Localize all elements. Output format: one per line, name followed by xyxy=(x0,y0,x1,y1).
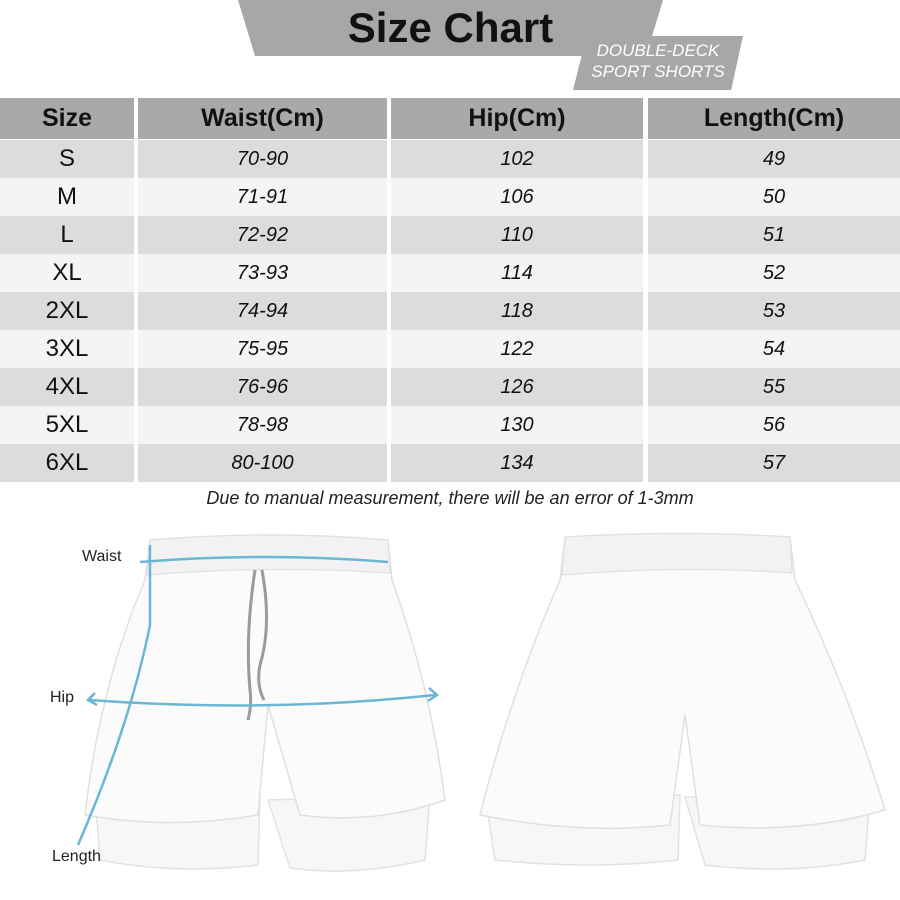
hip-cell: 118 xyxy=(391,292,643,330)
hip-cell: 114 xyxy=(391,254,643,292)
length-cell: 56 xyxy=(648,406,900,444)
hip-cell: 126 xyxy=(391,368,643,406)
size-cell: M xyxy=(0,178,134,216)
front-shorts-body xyxy=(85,535,445,823)
length-cell: 54 xyxy=(648,330,900,368)
hip-cell: 122 xyxy=(391,330,643,368)
subtitle-line-2: SPORT SHORTS xyxy=(591,62,725,81)
waist-cell: 78-98 xyxy=(138,406,387,444)
table-row xyxy=(0,406,900,444)
size-cell: 6XL xyxy=(0,444,134,482)
table-row xyxy=(0,330,900,368)
table-row xyxy=(0,292,900,330)
page-title: Size Chart xyxy=(347,4,554,51)
length-cell: 49 xyxy=(648,140,900,178)
waist-cell: 75-95 xyxy=(138,330,387,368)
table-row xyxy=(0,178,900,216)
size-cell: S xyxy=(0,140,134,178)
table-row xyxy=(0,254,900,292)
table-row xyxy=(0,444,900,482)
length-label: Length xyxy=(52,848,101,865)
waist-cell: 70-90 xyxy=(138,140,387,178)
waist-cell: 74-94 xyxy=(138,292,387,330)
size-cell: 2XL xyxy=(0,292,134,330)
table-row xyxy=(0,140,900,178)
header-waist: Waist(Cm) xyxy=(138,98,387,139)
waist-label: Waist xyxy=(82,548,122,565)
size-cell: L xyxy=(0,216,134,254)
length-cell: 57 xyxy=(648,444,900,482)
header-size: Size xyxy=(0,98,134,139)
front-shorts-illustration xyxy=(0,525,450,900)
back-waistband xyxy=(562,534,792,576)
size-cell: 4XL xyxy=(0,368,134,406)
back-shorts-illustration xyxy=(470,525,900,900)
hip-cell: 106 xyxy=(391,178,643,216)
hip-cell: 134 xyxy=(391,444,643,482)
subtitle-line-1: DOUBLE-DECK xyxy=(596,41,720,60)
product-subtitle xyxy=(573,40,743,82)
length-cell: 51 xyxy=(648,216,900,254)
size-cell: 3XL xyxy=(0,330,134,368)
size-cell: 5XL xyxy=(0,406,134,444)
length-cell: 52 xyxy=(648,254,900,292)
waist-cell: 73-93 xyxy=(138,254,387,292)
waist-cell: 80-100 xyxy=(138,444,387,482)
hip-cell: 130 xyxy=(391,406,643,444)
table-row xyxy=(0,368,900,406)
table-header-row xyxy=(0,98,900,136)
hip-cell: 102 xyxy=(391,140,643,178)
length-cell: 55 xyxy=(648,368,900,406)
size-cell: XL xyxy=(0,254,134,292)
waist-cell: 71-91 xyxy=(138,178,387,216)
hip-label: Hip xyxy=(50,689,75,706)
length-cell: 50 xyxy=(648,178,900,216)
back-shorts-body xyxy=(480,534,885,829)
header-length: Length(Cm) xyxy=(648,98,900,139)
table-row xyxy=(0,216,900,254)
waist-cell: 76-96 xyxy=(138,368,387,406)
waist-cell: 72-92 xyxy=(138,216,387,254)
waistband xyxy=(147,535,390,575)
measurement-note: Due to manual measurement, there will be an error of 1-3mm xyxy=(206,488,694,508)
length-cell: 53 xyxy=(648,292,900,330)
hip-cell: 110 xyxy=(391,216,643,254)
header-hip: Hip(Cm) xyxy=(391,98,643,139)
